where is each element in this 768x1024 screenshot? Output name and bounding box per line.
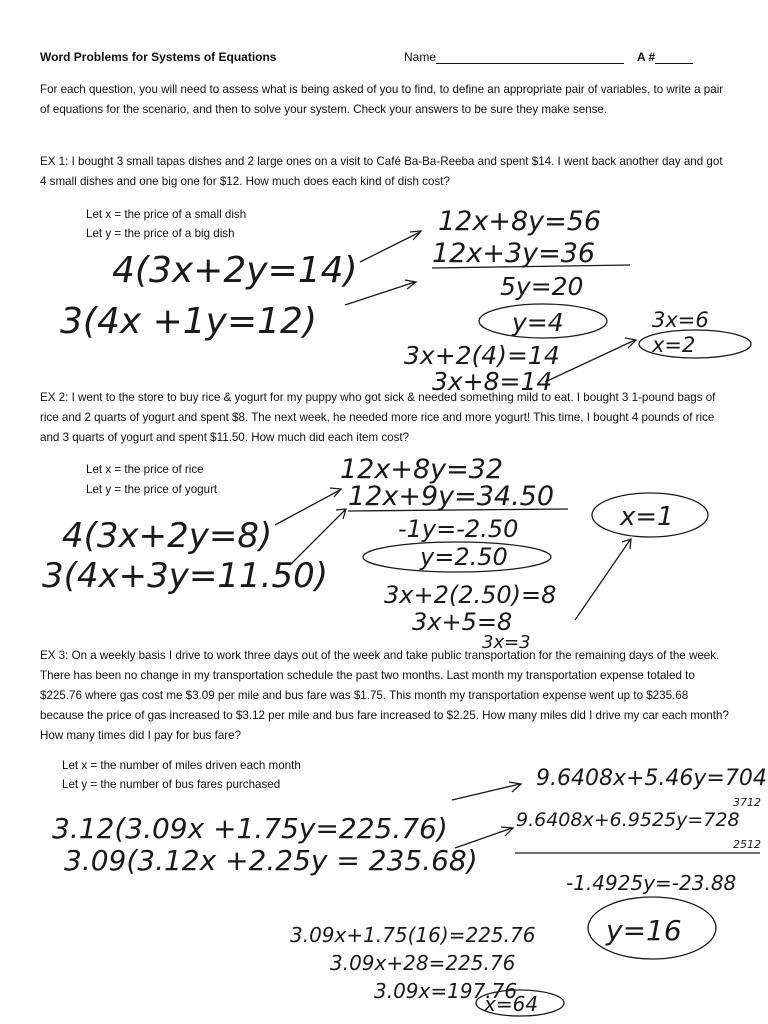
ex3-mult2: 9.6408x+6.9525y=728 [516, 809, 740, 831]
ex1-y-result: y=4 [512, 308, 564, 337]
name-label: Name [404, 50, 437, 64]
ex1-sub2: 3x+8=14 [432, 367, 553, 396]
ex3-mult1-note: 3712 [733, 796, 761, 809]
ex3-eq2: 3.09(3.12x +2.25y = 235.68) [64, 844, 478, 877]
ex1-question: EX 1: I bought 3 small tapas dishes and 2 large ones on a visit to Café Ba-Ba-Reeba and spent $14. I went back another day and got 4 small dishes and one big one for $12. How much does each kind of dish cost? [40, 155, 723, 188]
ex2-question: EX 2: I went to the store to buy rice & yogurt for my puppy who got sick & needed something mild to eat. I bought 3 1-pound bags of rice and 2 quarts of yogurt and spent $8. The next week, he needed more rice and more yogurt! This time, I bought 4 pounds of rice and 3 quarts of yogurt and spent $11.50. How much did each item cost? [40, 391, 716, 444]
ex2-eq2: 3(4x+3y=11.50) [42, 556, 328, 596]
ex2-sub1: 3x+2(2.50)=8 [384, 581, 557, 609]
ex1-x-result: x=2 [652, 333, 696, 357]
ex2-diff: -1y=-2.50 [398, 515, 519, 543]
ex1-eq1: 4(3x+2y=14) [112, 250, 358, 291]
worksheet-title: Word Problems for Systems of Equations [40, 50, 277, 64]
ex1-arrow1 [360, 231, 421, 262]
ex1-x-step: 3x=6 [652, 308, 709, 332]
ex1-diff: 5y=20 [500, 272, 584, 301]
ex2-let-y: Let y = the price of yogurt [86, 483, 218, 496]
ex2-let-x: Let x = the price of rice [86, 463, 204, 476]
ex3-eq1: 3.12(3.09x +1.75y=225.76) [52, 812, 448, 845]
ex3-x-result: x=64 [484, 992, 539, 1016]
ex3-mult1: 9.6408x+5.46y=704 [536, 766, 767, 791]
ex1-mult1: 12x+8y=56 [438, 206, 602, 237]
ex3-let-y: Let y = the number of bus fares purchased [62, 778, 281, 791]
ex3-sub3: 3.09x=197.76 [374, 979, 518, 1003]
ex3-question: EX 3: On a weekly basis I drive to work three days out of the week and take public transportation for the remaining days of the week. There has been no change in my transportation schedule the past two months. Last month my transportation expense totaled to $225.76 where gas cost me $3.09 per mile and bus fare was $1.75. This month my transportation expense went up to $235.68 because the price of gas increased to $3.12 per mile and bus fare increased to $2.25. How many miles did I drive my car each month? How many times did I pay for bus fare? [40, 649, 729, 742]
ex3-arrow1 [452, 782, 521, 800]
ex1-eq2: 3(4x +1y=12) [60, 301, 317, 342]
ex1-let-x: Let x = the price of a small dish [86, 208, 247, 221]
ex1-mult2: 12x+3y=36 [432, 238, 596, 269]
ex2-arrow3 [575, 539, 631, 620]
ex2-x-result: x=1 [620, 502, 674, 532]
ex3-arrow2 [455, 827, 513, 848]
instructions-paragraph: For each question, you will need to assess what is being asked of you to find, to define an appropriate pair of variables, to write a pair of equations for the scenario, and then to solve your system. Check your answers to be sure they make sense. [40, 83, 724, 116]
ex2-y-result: y=2.50 [420, 543, 508, 571]
ex3-diff: -1.4925y=-23.88 [566, 871, 737, 895]
ex2-eq1: 4(3x+2y=8) [62, 516, 273, 556]
ex2-mult1: 12x+8y=32 [340, 454, 504, 485]
a-number-label: A # [637, 50, 656, 64]
ex3-let-x: Let x = the number of miles driven each month [62, 759, 301, 772]
ex3-y-result: y=16 [606, 914, 682, 947]
ex2-sub3: 3x=3 [482, 632, 531, 653]
ex1-sub1: 3x+2(4)=14 [404, 341, 560, 370]
ex3-sub2: 3.09x+28=225.76 [330, 951, 516, 975]
ex3-sub1: 3.09x+1.75(16)=225.76 [290, 923, 536, 947]
ex2-mult2: 12x+9y=34.50 [348, 481, 555, 512]
ex2-arrow1 [275, 488, 341, 525]
ex1-let-y: Let y = the price of a big dish [86, 227, 235, 240]
ex2-sub2: 3x+5=8 [412, 608, 513, 636]
ex3-mult2-note: 2512 [733, 838, 761, 851]
